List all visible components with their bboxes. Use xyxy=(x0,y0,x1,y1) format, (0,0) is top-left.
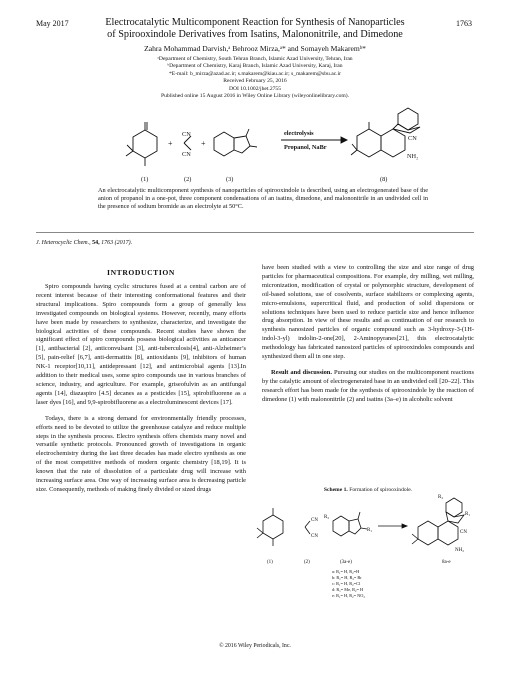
right-column xyxy=(262,264,474,405)
title-line-2: of Spirooxindole Derivatives from Isatins, Malononitrile, and Dimedone xyxy=(107,29,403,40)
affiliation-b: ᵇDepartment of Chemistry, Karaj Branch, Islamic Azad University, Karaj, Iran xyxy=(167,63,343,70)
scheme-r2-isatin: R₂ xyxy=(324,515,330,520)
ga-product-cn: CN xyxy=(408,135,417,142)
right-paragraph-1: have been studied with a view to controlling the size and size range of drug particles for pharmaceutical compositions. For example, dry milling, wet milling, micronization, modification of crystal or polymorphic structure, development of oil-based solutions, use of cosolvents, surface stabilizers or complexing agents, micro-emulsions, supercritical fluid, and production of solid dispersions or solutions techniques have been used to reduce particle size and hence influence drug absorption. In view of these results and as continuation of our research to synthesis nanosized particles of organic compound such as 3-hydroxy-3-(1H-indol-3-yl) indolin-2-one[20], 2-Aminopyranes[21], this electrocatalytic methodology has fabricated nanosized particles of spirooxindoles compounds and synthesized them all in one step. xyxy=(262,264,474,361)
ga-label-2: (2) xyxy=(184,176,192,183)
ga-plus-1: + xyxy=(168,139,173,148)
scheme-isatin-benzene xyxy=(333,516,349,536)
isatin-benzene xyxy=(214,132,234,156)
substituent-d: d: R₁= Me, R₂= H xyxy=(332,587,364,592)
doi: DOI 10.1002/jhet.2755 xyxy=(228,85,282,92)
scheme-dimedone xyxy=(263,515,283,539)
scheme-product-r1: R₁ xyxy=(465,512,471,517)
affiliation-a: ᵃDepartment of Chemistry, South Tehran Branch, Islamic Azad University, Tehran, Iran xyxy=(157,56,353,62)
ga-label-3: (3) xyxy=(226,176,234,183)
isatin-pyrrole xyxy=(234,136,250,153)
scheme-label-8: 8a-e xyxy=(442,560,451,565)
ga-arrow-below: Propanol, NaBr xyxy=(284,144,327,151)
title-line-1: Electrocatalytic Multicomponent Reaction for Synthesis of Nanoparticles xyxy=(105,17,405,28)
ga-product-nh2: NH₂ xyxy=(407,153,419,160)
journal-citation xyxy=(36,240,132,246)
substituent-c: c: R₁= H, R₂=Cl xyxy=(332,581,361,586)
copyright-footer: © 2016 Wiley Periodicals, Inc. xyxy=(219,643,291,649)
affiliations xyxy=(0,56,510,100)
scheme-label-1: (1) xyxy=(267,560,273,565)
scheme-caption-label: Scheme 1. xyxy=(323,487,348,493)
substituent-b: b: R₁= H, R₂= Br xyxy=(332,575,362,580)
scheme-product-cn: CN xyxy=(460,530,467,535)
scheme-label-3: (3a-e) xyxy=(340,560,352,565)
scheme-product-benzene xyxy=(446,498,462,517)
scheme-product-ring-a xyxy=(418,521,438,545)
scheme-product-lactam xyxy=(446,512,464,523)
ga-cn-2: CN xyxy=(182,151,191,158)
intro-paragraph-1: Spiro compounds having cyclic structures fused at a central carbon are of recent interest because of their interesting conformational features and their structural implications. Spiro compounds form a group of generally less investigated compounds on biological systems. However, recently, many efforts have been made by researchers to synthesize, characterize, and investigate the biological activities of these compounds. Recent studies have shown the significant effect of spiro compounds possess biological activities as anticancer [1], antibacterial [2], anticonvulsant [3], anti-tuberculosis[4], anti-Alzheimer’s [5], pain-relief [6,7], anti-dermatitis [8], antioxidants [9], inhibitors of human NK-1 receptor[10,11], antidepressant [12], and antimicrobial agents [13].In addition to their medical uses, some spiro compounds use in various branches of science, industry, and agriculture. For example, griseofulvin as an antifungal agents [14], diazaspiro [4.5] decanes as a pesticides [15], spirobifluorene as a laser dyes [16], and 9,9-spirobifluorene as a electroluminescent devices [17]. xyxy=(36,283,246,406)
left-column xyxy=(36,283,246,495)
scheme-product-pyran xyxy=(438,521,458,545)
authors: Zahra Mohammad Darvish,ᵃ Behrooz Mirza,ᵃ* and Somayeh Makaremᵇ* xyxy=(144,44,366,53)
scheme-cn-1: CN xyxy=(311,518,318,523)
published-online: Published online 15 August 2016 in Wiley Online Library (wileyonlinelibrary.com). xyxy=(160,93,350,100)
issue-date: May 2017 xyxy=(36,19,69,28)
citation-volume: 54, xyxy=(92,240,100,246)
ga-arrow-above: electrolysis xyxy=(284,130,314,137)
scheme-product-nh2: NH₂ xyxy=(455,548,464,553)
scheme-r1-isatin: R₁ xyxy=(367,528,373,533)
ga-label-8: (8) xyxy=(380,176,388,183)
abstract: An electrocatalytic multicomponent synthesis of nanoparticles of spirooxindole is described, using an electrogenerated base of the anion of propanol in a one-pot, three component condensations of an isatins, dimedone, and malononitrile in an undivided cell in the presence of sodium bromide as an electrolyte at 50°C. xyxy=(98,187,428,211)
scheme-caption-text: Formation of spirooxindole. xyxy=(349,487,413,493)
ga-label-1: (1) xyxy=(141,176,149,183)
ga-cn-1: CN xyxy=(182,131,191,138)
ga-plus-2: + xyxy=(201,139,206,148)
right-paragraph-2 xyxy=(262,369,474,405)
abstract-divider xyxy=(36,232,474,233)
received-date: Received February 25, 2016 xyxy=(223,78,287,85)
scheme-isatin-ring xyxy=(349,519,361,534)
substituent-a: a: R₁= H, R₂=H xyxy=(332,569,360,574)
article-title xyxy=(0,17,510,41)
dimedone-ring xyxy=(133,130,157,158)
product-pyran xyxy=(381,129,405,157)
scheme-1 xyxy=(250,493,480,605)
graphical-abstract xyxy=(0,100,510,184)
citation-rest: 1763 (2017). xyxy=(101,240,133,246)
results-text: Pursuing our studies on the multicomponent reactions by the catalytic amount of electrogenerated base in an undivided cell [20–22]. This research effort has been made for the synthesis of spirooxindole by the reaction of dimedone (1) with malononitrile (2) and isatins (3a–e) in alcoholic solvent xyxy=(262,368,474,403)
page-number: 1763 xyxy=(456,19,472,28)
product-ring-a xyxy=(357,129,381,157)
citation-journal: J. Heterocyclic Chem., xyxy=(36,240,91,246)
section-heading-introduction: INTRODUCTION xyxy=(107,268,175,277)
product-indole-benzene xyxy=(398,108,418,130)
scheme-product-r2: R₂ xyxy=(438,495,444,500)
scheme-label-2: (2) xyxy=(304,560,310,565)
results-lead: Result and discussion. xyxy=(271,368,332,376)
scheme-cn-2: CN xyxy=(311,534,318,539)
intro-paragraph-2: Todays, there is a strong demand for environmentally friendly processes, efforts need to be devoted to utilize the greenhouse catalyze and reduce multiple steps in the synthesis process. Electro synthesis offers chemists many novel and versatile synthetic protocols. Pronounced growth of investigations in organic electrochemistry during the last three decades has made electro synthesis as one of the most competitive methods of modern organic chemistry [18,19]. It is known that the rate of dissolution of a particulate drug will increase with increasing surface area. One way of increasing surface area is decreasing particle size. Consequently, methods of making finely divided or sized drugs xyxy=(36,414,246,493)
substituent-e: e: R₁= H, R₂= NO₂ xyxy=(332,593,365,598)
email-line: *E-mail: b_mirza@azad.ac.ir; s.makarem@kiau.ac.ir; s_makarem@sbu.ac.ir xyxy=(168,70,341,77)
